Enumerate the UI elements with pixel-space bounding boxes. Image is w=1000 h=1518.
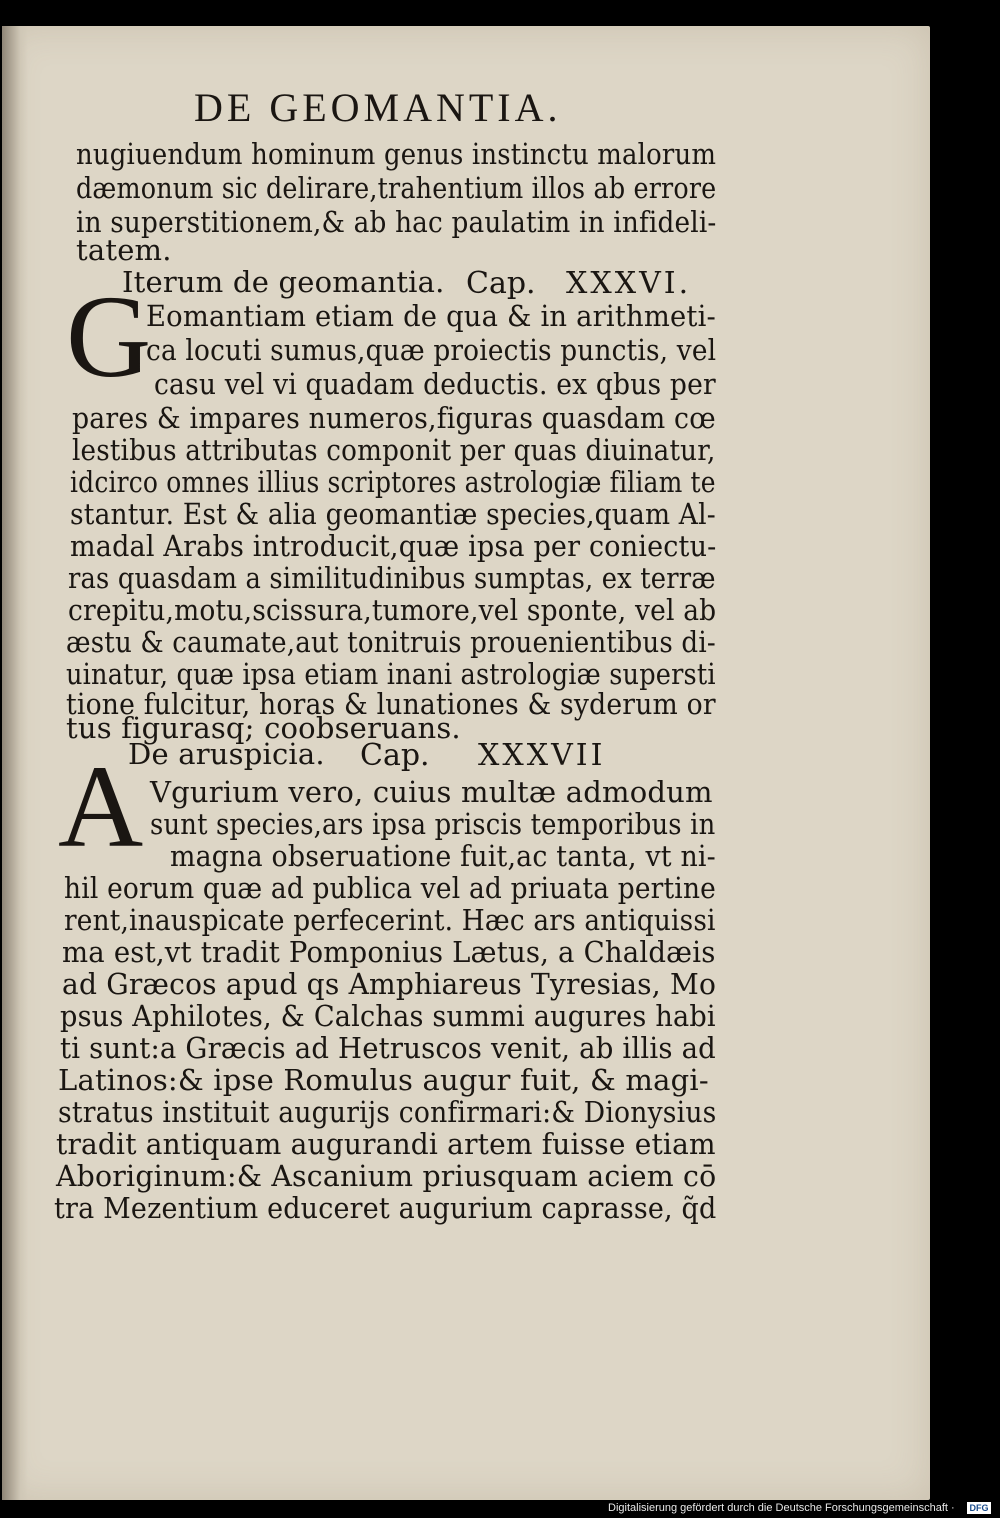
text-line: rent,inauspicate perfecerint. Hæc ars antiquissi <box>64 903 716 937</box>
text-line: magna obseruatione fuit,ac tanta, vt ni- <box>170 839 716 873</box>
text-line: madal Arabs introducit,quæ ipsa per coniectu- <box>70 529 717 563</box>
text-line: ti sunt:a Græcis ad Hetruscos venit, ab illis ad <box>60 1031 716 1065</box>
text-line: idcirco omnes illius scriptores astrologiæ filiam te <box>70 465 716 499</box>
text-line: ca locuti sumus,quæ proiectis punctis, vel <box>146 333 717 367</box>
chapter-cap-label: Cap. <box>466 266 536 301</box>
text-line: tra Mezentium educeret augurium caprasse, q̃d <box>54 1191 717 1225</box>
text-line: dæmonum sic delirare,trahentium illos ab errore <box>76 171 717 205</box>
chapter-title: Iterum de geomantia. <box>122 265 445 299</box>
text-line: tione fulcitur, horas & lunationes & syderum or <box>66 687 716 721</box>
text-line: sunt species,ars ipsa priscis temporibus in <box>150 807 716 841</box>
text-line: hil eorum quæ ad publica vel ad priuata pertine <box>64 871 717 905</box>
text-line: casu vel vi quadam deductis. ex qbus per <box>154 367 716 401</box>
chapter-title: De aruspicia. <box>128 737 325 771</box>
chapter-cap-label: Cap. <box>360 738 430 773</box>
text-line: in superstitionem,& ab hac paulatim in infideli- <box>76 205 717 239</box>
text-line: Eomantiam etiam de qua & in arithmeti- <box>146 299 716 333</box>
text-line: ma est,vt tradit Pomponius Lætus, a Chaldæis <box>62 935 716 969</box>
text-line: psus Aphilotes, & Calchas summi augures habi <box>60 999 716 1033</box>
chapter-number: XXXVI. <box>566 266 692 301</box>
text-line: tradit antiquam augurandi artem fuisse etiam <box>56 1127 716 1161</box>
text-line: Latinos:& ipse Romulus augur fuit, & magi- <box>58 1063 709 1097</box>
text-line: stantur. Est & alia geomantiæ species,quam Al- <box>70 497 716 531</box>
text-line: ad Græcos apud qs Amphiareus Tyresias, Mo <box>62 967 717 1001</box>
page-gutter-shadow <box>2 26 28 1500</box>
text-line: pares & impares numeros,figuras quasdam cœ <box>72 401 716 435</box>
text-line: nugiuendum hominum genus instinctu malorum <box>76 137 717 171</box>
text-line: crepitu,motu,scissura,tumore,vel sponte, vel ab <box>68 593 717 627</box>
text-line: lestibus attributas componit per quas diuinatur, <box>72 433 716 467</box>
chapter-number: XXXVII <box>478 738 606 773</box>
text-line: Vgurium vero, cuius multæ admodum <box>150 775 713 809</box>
text-line: stratus instituit augurijs confirmari:& Dionysius <box>58 1095 717 1129</box>
digitization-credit: Digitalisierung gefördert durch die Deutsche Forschungsgemeinschaft · <box>608 1502 955 1514</box>
text-line: tatem. <box>76 233 172 267</box>
text-line: Aboriginum:& Ascanium priusquam aciem cō <box>56 1159 717 1193</box>
running-head: DE GEOMANTIA. <box>194 85 562 130</box>
text-line: ras quasdam a similitudinibus sumptas, ex terræ <box>68 561 716 595</box>
text-line: tus figurasq; coobseruans. <box>66 711 461 745</box>
drop-cap: A <box>58 741 144 872</box>
text-line: æstu & caumate,aut tonitruis prouenientibus di- <box>66 625 716 659</box>
text-line: uinatur, quæ ipsa etiam inani astrologiæ supersti <box>66 657 716 691</box>
dfg-logo: DFG <box>967 1502 991 1514</box>
drop-cap: G <box>66 271 152 402</box>
